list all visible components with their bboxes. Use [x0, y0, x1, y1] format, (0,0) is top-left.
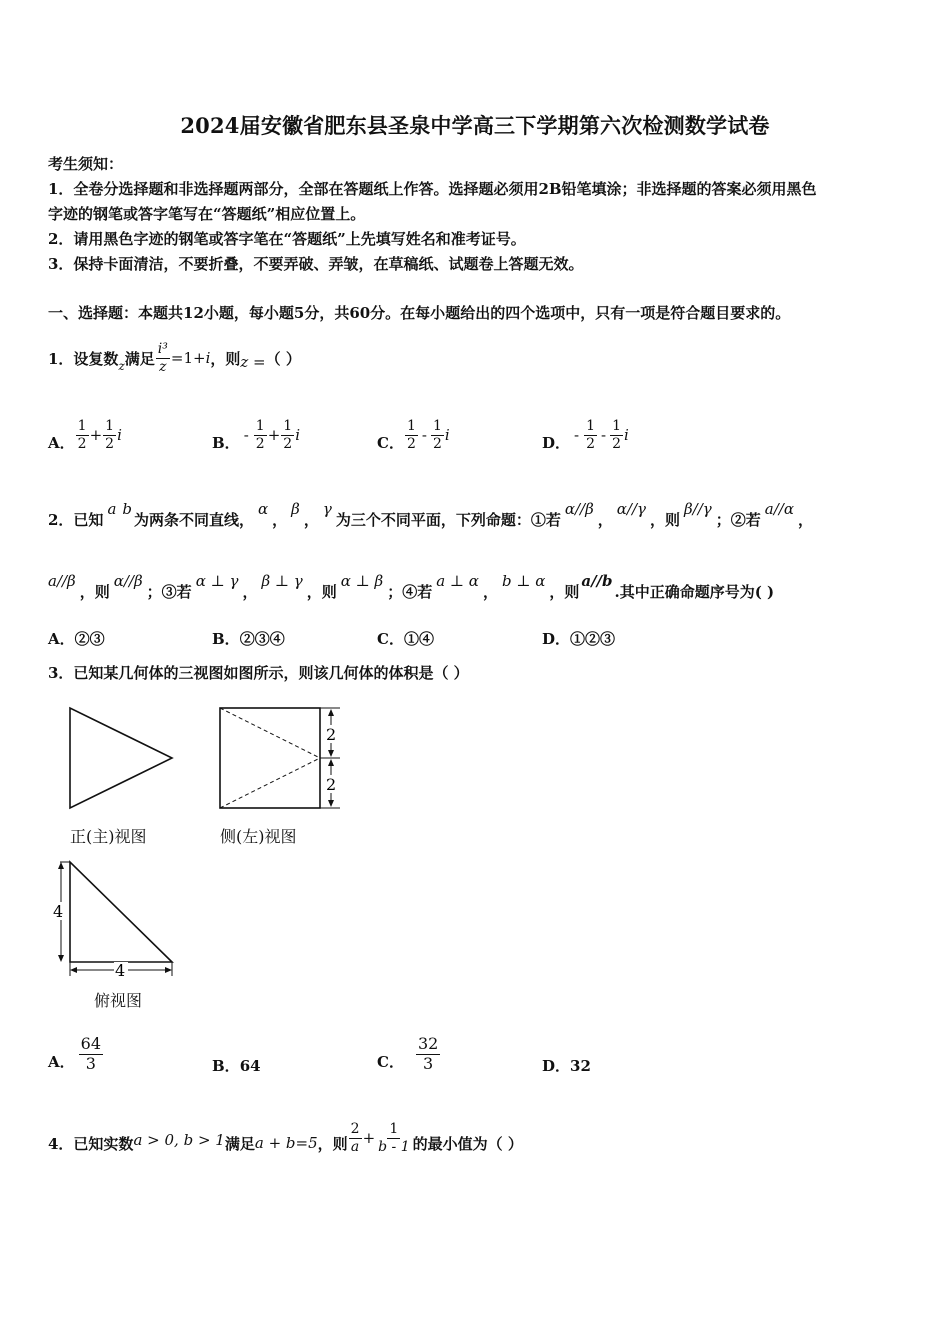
- q4-fraction-2: $\frac{1}{b - 1}$: [378, 1120, 410, 1155]
- q1-equals: =1+: [170, 349, 206, 367]
- q1-satisfy: 满足: [124, 349, 155, 368]
- q4-fraction-1: $\frac{2}{a}$: [350, 1120, 360, 1155]
- top-dim-horizontal: 4: [115, 961, 126, 980]
- q3-option-c[interactable]: C． $\frac{32}{3}$: [377, 1033, 439, 1073]
- q1-i: i: [205, 349, 211, 367]
- q1-option-b[interactable]: B． - $\frac{1}{2}$ + $\frac{1}{2}$ i: [212, 417, 300, 452]
- q2-option-b[interactable]: B．②③④: [212, 630, 285, 648]
- q3-option-b[interactable]: B．64: [212, 1057, 261, 1075]
- q1-lead: 1．设复数: [48, 349, 119, 368]
- question-4: 4．已知实数 a > 0, b > 1 满足 a + b=5 ，则 $\frac{2}{a}$ + $\frac{1}{b - 1}$ 的最小值为（ ）: [48, 1120, 523, 1155]
- question-2-line-2: a//β ，则 α//β ；③若 α ⊥ γ ， β ⊥ γ ，则 α ⊥ β ；④若 a ⊥ α ， b ⊥ α ，则 a//b .其中正确命题序号为( ): [48, 572, 775, 601]
- q2-option-c[interactable]: C．①④: [377, 630, 434, 648]
- q1-option-d[interactable]: D． - $\frac{1}{2}$ - $\frac{1}{2}$ i: [542, 417, 629, 452]
- q2-option-a[interactable]: A．②③: [48, 630, 105, 648]
- side-dim-lower: 2: [326, 775, 337, 794]
- q1-zeq: z =: [240, 353, 266, 371]
- side-view-diagram: [210, 700, 360, 820]
- notice-item-3: 3．保持卡面清洁，不要折叠，不要弄破、弄皱，在草稿纸、试题卷上答题无效。: [48, 255, 584, 273]
- q2-b: b: [122, 500, 132, 518]
- side-view-hidden-edge-bottom: [220, 758, 320, 808]
- front-view-label: 正(主)视图: [70, 827, 147, 846]
- q2-a: a: [107, 500, 117, 518]
- notice-item-2: 2．请用黑色字迹的钢笔或答字笔在“答题纸”上先填写姓名和准考证号。: [48, 230, 526, 248]
- q1-then: ，则: [210, 349, 241, 368]
- side-view-square: [220, 708, 320, 808]
- top-view-label: 俯视图: [94, 991, 143, 1010]
- question-1: [48, 328, 301, 388]
- side-view-label: 侧(左)视图: [220, 827, 297, 846]
- top-dim-vertical: 4: [53, 902, 64, 921]
- question-3: 3．已知某几何体的三视图如图所示，则该几何体的体积是（ ）: [48, 664, 469, 682]
- front-view-triangle: [70, 708, 172, 808]
- q1-fraction: $\frac{\text{i³}}{z}$: [157, 340, 168, 375]
- top-view-diagram: [40, 852, 190, 987]
- q1-paren: （ ）: [265, 349, 301, 368]
- q2-option-d[interactable]: D．①②③: [542, 630, 616, 648]
- q3-option-d[interactable]: D．32: [542, 1057, 591, 1075]
- top-view-triangle: [70, 862, 172, 962]
- q4-sum: a + b=5: [254, 1134, 318, 1152]
- notice-heading: 考生须知：: [48, 155, 124, 173]
- notice-item-1a: 1．全卷分选择题和非选择题两部分，全部在答题纸上作答。选择题必须用2B铅笔填涂；非选择题的答案必须用黑色: [48, 180, 817, 198]
- section-heading: 一、选择题：本题共12小题，每小题5分，共60分。在每小题给出的四个选项中，只有一项是符合题目要求的。: [48, 304, 791, 322]
- page-title: 2024届安徽省肥东县圣泉中学高三下学期第六次检测数学试卷: [180, 113, 770, 138]
- q3-option-a[interactable]: A． $\frac{64}{3}$: [48, 1033, 101, 1073]
- front-view-diagram: [60, 700, 190, 820]
- side-view-hidden-edge-top: [220, 708, 320, 758]
- notice-item-1b: 字迹的钢笔或答字笔写在“答题纸”相应位置上。: [48, 205, 366, 223]
- side-dim-upper: 2: [326, 725, 337, 744]
- q1-option-a[interactable]: A． $\frac{1}{2}$ + $\frac{1}{2}$ i: [48, 417, 122, 452]
- q1-z: z: [118, 359, 125, 373]
- q4-condition: a > 0, b > 1: [133, 1131, 225, 1149]
- q1-option-c[interactable]: C． $\frac{1}{2}$ - $\frac{1}{2}$ i: [377, 417, 450, 452]
- question-2-line-1: 2．已知 a b 为两条不同直线， α ， β ， γ 为三个不同平面，下列命题：①若 α//β ， α//γ ，则 β//γ ；②若 a//α ，: [48, 500, 813, 529]
